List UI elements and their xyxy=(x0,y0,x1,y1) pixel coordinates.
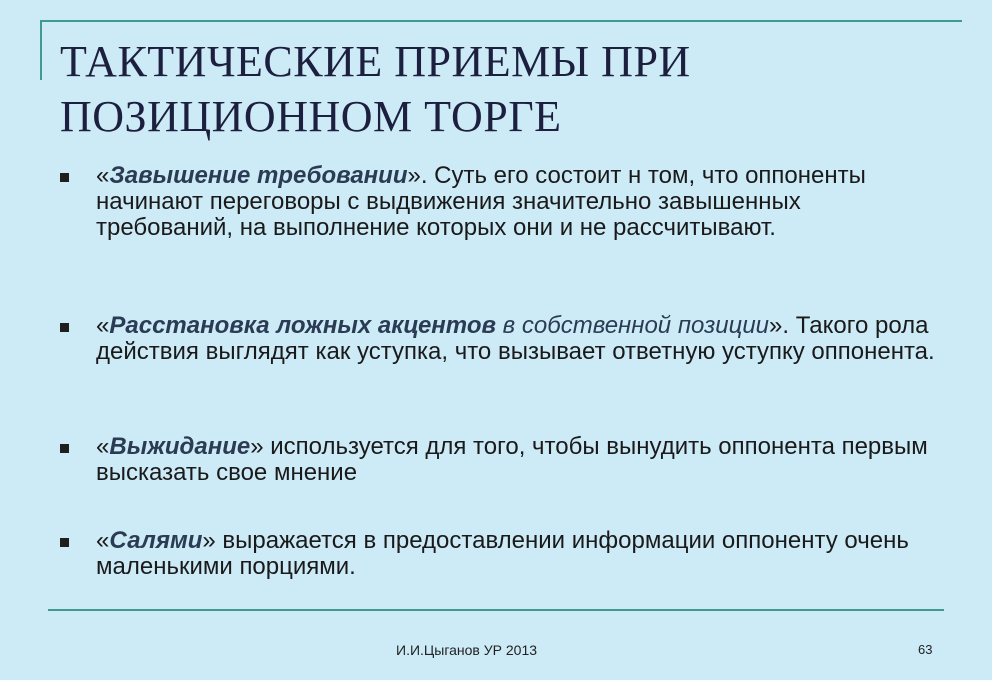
bullet-term: Выжидание xyxy=(109,433,251,460)
bullet-description: Суть его состоит н том, что оппоненты начинают переговоры с выдвижения значительно завышенных требований, на выполнение которых они и не рассчитывают. xyxy=(96,162,866,241)
square-bullet-icon xyxy=(60,444,69,453)
top-rule xyxy=(40,20,962,22)
bullet-description: выражается в предоставлении информации оппоненту очень маленькими порциями. xyxy=(96,527,909,580)
bullet-text-1 xyxy=(96,163,936,241)
bullet-term: Салями xyxy=(109,527,203,554)
page-number: 63 xyxy=(918,642,933,657)
bottom-rule xyxy=(48,609,944,611)
bullet-term: Расстановка ложных акцентов xyxy=(109,312,496,339)
bullet-text-4 xyxy=(96,528,936,580)
bullet-term-qualifier: в собственной позиции xyxy=(495,312,770,339)
bullet-text-2 xyxy=(96,313,936,365)
square-bullet-icon xyxy=(60,323,69,332)
footer-text: И.И.Цыганов УР 2013 xyxy=(396,642,538,658)
bullet-description: используется для того, чтобы вынудить оппонента первым высказать свое мнение xyxy=(96,433,928,486)
quote-close: ». xyxy=(407,162,428,189)
square-bullet-icon xyxy=(60,173,69,182)
quote-open: « xyxy=(96,162,110,189)
quote-open: « xyxy=(96,433,110,460)
slide-title xyxy=(60,34,940,144)
left-rule xyxy=(40,20,42,80)
bullet-text-3 xyxy=(96,434,936,486)
quote-close: ». xyxy=(769,312,790,339)
bullet-term: Завышение требовании xyxy=(109,162,408,189)
quote-open: « xyxy=(96,312,110,339)
bullet-description: Такого рола действия выглядят как уступка, что вызывает ответную уступку оппонента. xyxy=(96,312,935,365)
title-line-2: ПОЗИЦИОННОМ ТОРГЕ xyxy=(60,92,562,141)
title-line-1: ТАКТИЧЕСКИЕ ПРИЕМЫ ПРИ xyxy=(60,37,691,86)
quote-close: » xyxy=(202,527,216,554)
quote-close: » xyxy=(250,433,264,460)
quote-open: « xyxy=(96,527,110,554)
square-bullet-icon xyxy=(60,538,69,547)
